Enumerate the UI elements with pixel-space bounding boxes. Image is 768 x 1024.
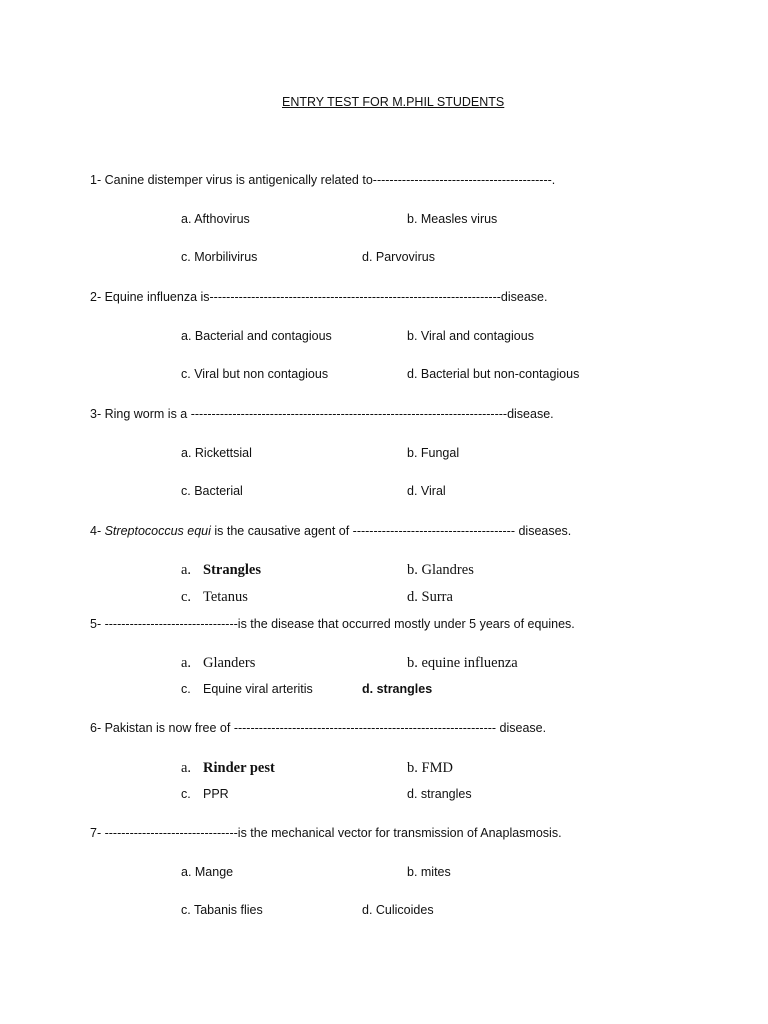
- option-letter: d.: [407, 589, 418, 605]
- question-3-option-a: a. Rickettsial: [181, 446, 252, 460]
- question-3-option-c: c. Bacterial: [181, 484, 243, 498]
- option-text: Equine viral arteritis: [203, 682, 313, 696]
- option-text: Glandres: [421, 562, 474, 578]
- question-7-option-a: a. Mange: [181, 865, 234, 879]
- question-2-option-b: b. Viral and contagious: [407, 329, 534, 343]
- question-1-option-d: d. Parvovirus: [362, 250, 435, 264]
- question-4-italic-term: Streptococcus equi: [104, 524, 211, 538]
- option-text: FMD: [421, 760, 453, 776]
- question-6-option-a: [181, 759, 275, 777]
- question-1-option-b: b. Measles virus: [407, 212, 498, 226]
- question-4-option-c: [181, 588, 248, 606]
- option-text: Rinder pest: [203, 760, 275, 776]
- question-7-text: 7- --------------------------------is the mechanical vector for transmission of Anaplasmosis.: [90, 826, 562, 840]
- option-text: Tetanus: [203, 589, 248, 605]
- question-3-option-b: b. Fungal: [407, 446, 460, 460]
- question-4-prefix: 4-: [90, 524, 105, 538]
- question-4-option-b: [407, 561, 474, 579]
- option-letter: b.: [407, 655, 418, 671]
- question-2-option-a: a. Bacterial and contagious: [181, 329, 332, 343]
- question-5-option-a: [181, 654, 255, 672]
- question-6-text: 6- Pakistan is now free of --------------------------------------------------------------- disease.: [90, 721, 547, 735]
- question-1-option-a: a. Afthovirus: [181, 212, 250, 226]
- question-5-option-d: d. strangles: [362, 682, 433, 696]
- option-letter: c.: [181, 589, 192, 605]
- question-4-text: [90, 523, 571, 539]
- question-7-option-b: b. mites: [407, 865, 451, 879]
- option-letter: c.: [181, 787, 191, 801]
- question-7-option-c: c. Tabanis flies: [181, 903, 263, 917]
- option-letter: a.: [181, 760, 192, 776]
- option-text: Glanders: [203, 655, 256, 671]
- question-2-option-c: c. Viral but non contagious: [181, 367, 329, 381]
- option-letter: b.: [407, 760, 418, 776]
- option-text: PPR: [203, 787, 229, 801]
- question-6-option-b: [407, 759, 453, 777]
- option-letter: b.: [407, 562, 418, 578]
- question-1-option-c: c. Morbilivirus: [181, 250, 258, 264]
- question-6-option-d: d. strangles: [407, 787, 472, 801]
- question-4-suffix: is the causative agent of --------------------------------------- diseases.: [210, 524, 572, 538]
- page-title: ENTRY TEST FOR M.PHIL STUDENTS: [282, 95, 505, 109]
- question-3-text: 3- Ring worm is a ----------------------------------------------------------------------------disease.: [90, 407, 554, 421]
- option-letter: c.: [181, 682, 191, 696]
- question-5-text: 5- --------------------------------is the disease that occurred mostly under 5 years of equines.: [90, 617, 575, 631]
- question-5-option-b: [407, 654, 518, 672]
- question-2-option-d: d. Bacterial but non-contagious: [407, 367, 580, 381]
- question-5-option-c: [181, 681, 313, 697]
- question-4-option-d: [407, 588, 453, 606]
- option-text: equine influenza: [421, 655, 518, 671]
- question-6-option-c: [181, 786, 229, 802]
- question-1-text: 1- Canine distemper virus is antigenically related to-------------------------------------------.: [90, 173, 556, 187]
- option-letter: a.: [181, 562, 192, 578]
- option-text: Surra: [421, 589, 453, 605]
- question-7-option-d: d. Culicoides: [362, 903, 434, 917]
- question-4-option-a: [181, 561, 261, 579]
- option-letter: a.: [181, 655, 192, 671]
- question-3-option-d: d. Viral: [407, 484, 446, 498]
- question-2-text: 2- Equine influenza is----------------------------------------------------------------------disease.: [90, 290, 548, 304]
- option-text: Strangles: [203, 562, 261, 578]
